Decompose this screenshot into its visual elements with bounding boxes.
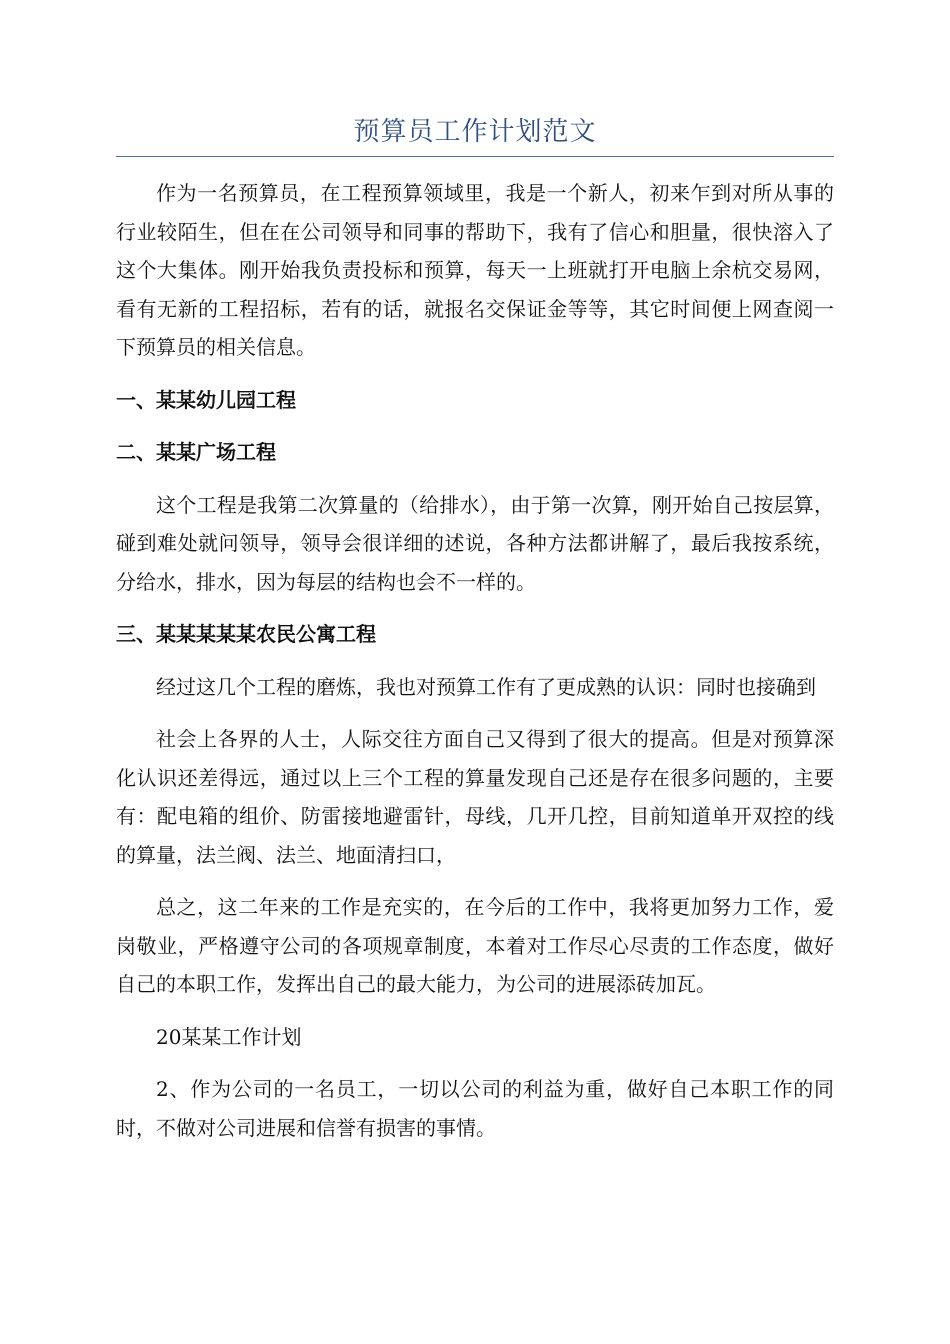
- section-heading-kindergarten: 一、某某幼儿园工程: [116, 387, 296, 412]
- summary-paragraph: 总之，这二年来的工作是充实的，在今后的工作中，我将更加努力工作，爱岗敬业，严格遵守公司的各项规章制度，本着对工作尽心尽责的工作态度，做好自己的本职工作，发挥出自己的最大能力，为公司的进展添砖加瓦。: [116, 895, 834, 996]
- section-heading-plaza: 二、某某广场工程: [116, 440, 276, 464]
- title-bar: [116, 112, 834, 157]
- section-heading-apartment: 三、某某某某某农民公寓工程: [116, 622, 376, 646]
- experience-paragraph: 经过这几个工程的磨炼，我也对预算工作有了更成熟的认识：同时也接确到: [156, 674, 816, 699]
- problems-paragraph: 社会上各界的人士，人际交往方面自己又得到了很大的提高。但是对预算深化认识还差得远，通过以上三个工程的算量发现自己还是存在很多问题的，主要有：配电箱的组价、防雷接地避雷针，母线，几开几控，目前知道单开双控的线的算量，法兰阀、法兰、地面清扫口，: [116, 727, 834, 867]
- document-title: 预算员工作计划范文: [353, 117, 597, 147]
- intro-paragraph: 作为一名预算员，在工程预算领域里，我是一个新人，初来乍到对所从事的行业较陌生，但在在公司领导和同事的帮助下，我有了信心和胆量，很快溶入了这个大集体。刚开始我负责投标和预算，每天一上班就打开电脑上余杭交易网，看有无新的工程招标，若有的话，就报名交保证金等等，其它时间便上网查阅一下预算员的相关信息。: [116, 181, 834, 359]
- plan-item-2: 2、作为公司的一名员工，一切以公司的利益为重，做好自己本职工作的同时，不做对公司进展和信誉有损害的事情。: [116, 1077, 834, 1140]
- document-body: [116, 174, 834, 1161]
- plaza-paragraph: 这个工程是我第二次算量的（给排水），由于第一次算，刚开始自己按层算，碰到难处就问领导，领导会很详细的述说，各种方法都讲解了，最后我按系统，分给水，排水，因为每层的结构也会不一样的。: [116, 492, 834, 594]
- plan-subtitle: 20某某工作计划: [156, 1024, 302, 1049]
